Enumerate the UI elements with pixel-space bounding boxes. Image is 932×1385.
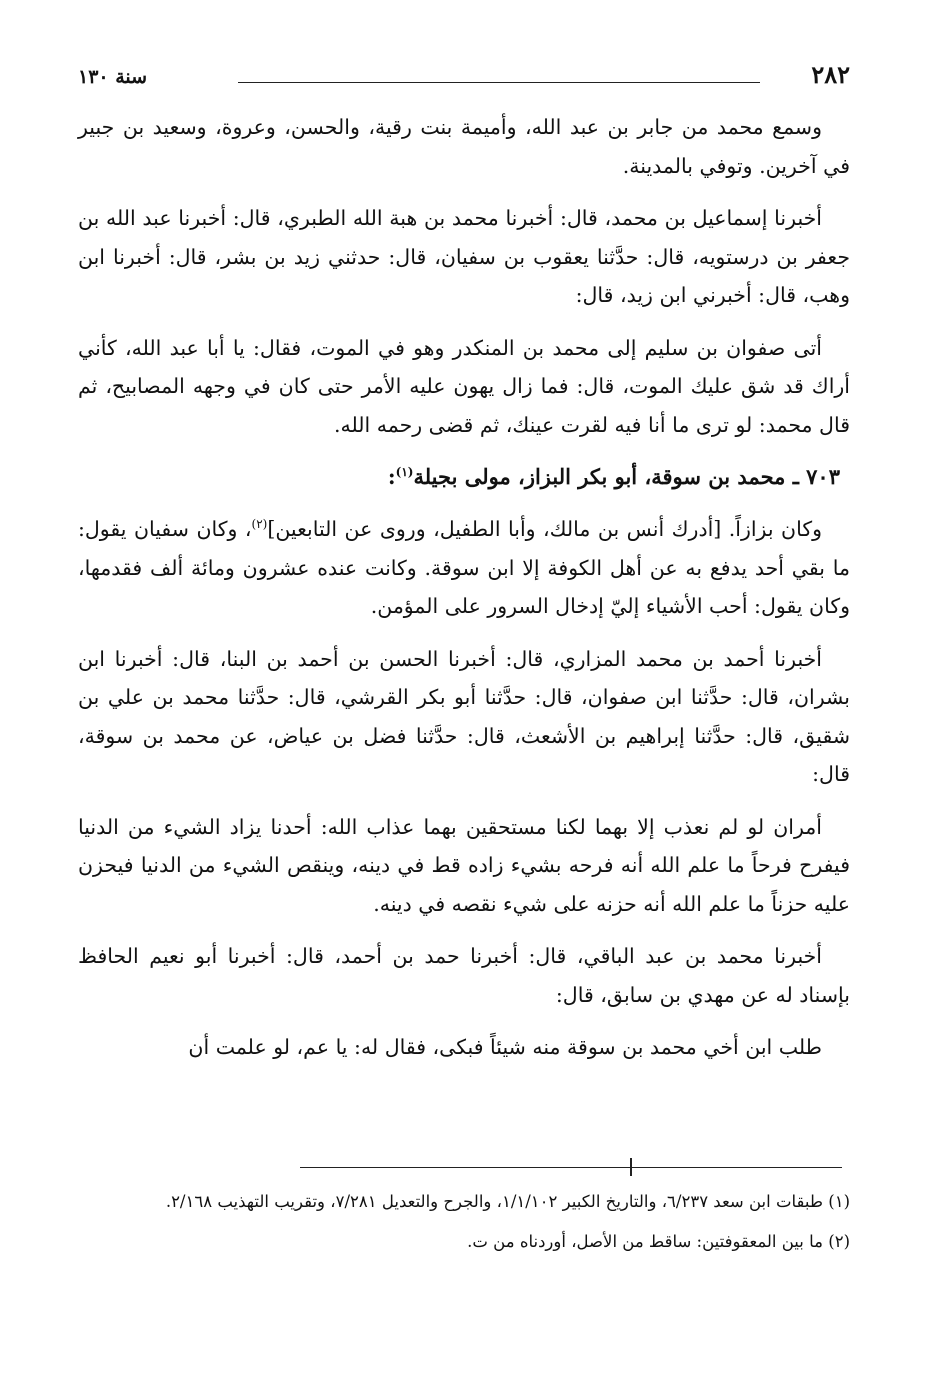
footnote-divider-tick — [630, 1158, 632, 1176]
footnotes — [100, 1187, 850, 1267]
footnote: (٢) ما بين المعقوفتين: ساقط من الأصل، أوردناه من ت. — [467, 1232, 850, 1251]
paragraph: أخبرنا أحمد بن محمد المزاري، قال: أخبرنا الحسن بن أحمد بن البنا، قال: أخبرنا ابن بشران، قال: حدَّثنا ابن صفوان، قال: حدَّثنا أبو بكر القرشي، قال: حدَّثنا محمد بن علي بن شقيق، قال: حدَّثنا إبراهيم بن الأشعث، قال: حدَّثنا فضل بن عياض، عن محمد بن سوقة، قال: — [78, 646, 850, 786]
footnote-reference: (٢) — [251, 517, 268, 532]
paragraph: أتى صفوان بن سليم إلى محمد بن المنكدر وهو في الموت، فقال: يا أبا عبد الله، كأني أراك قد شق عليك الموت، قال: فما زال يهون عليه الأمر حتى كان في وجهه المصابيح، ثم قال محمد: لو ترى ما أنا فيه لقرت عينك، ثم قضى رحمه الله. — [78, 335, 850, 437]
biography-heading-suffix: : — [387, 464, 396, 489]
biography-heading-text: ٧٠٣ ـ محمد بن سوقة، أبو بكر البزاز، مولى بجيلة — [413, 464, 840, 489]
paragraph: أخبرنا إسماعيل بن محمد، قال: أخبرنا محمد بن هبة الله الطبري، قال: أخبرنا عبد الله بن جعفر بن درستويه، قال: حدَّثنا يعقوب بن سفيان، قال: حدثني زيد بن بشر، قال: أخبرنا ابن وهب، قال: أخبرني ابن زيد، قال: — [78, 206, 850, 307]
footnote-reference: (١) — [395, 465, 414, 479]
page-number: ٢٨٢ — [811, 60, 850, 89]
page-header — [78, 60, 850, 100]
year-label: سنة ١٣٠ — [78, 66, 148, 88]
biography-text-part1: وكان بزازاً. [أدرك أنس بن مالك، وأبا الطفيل، وروى عن التابعين] — [267, 517, 822, 541]
paragraph: طلب ابن أخي محمد بن سوقة منه شيئاً فبكى، فقال له: يا عم، لو علمت أن — [188, 1035, 822, 1059]
paragraph: أخبرنا محمد بن عبد الباقي، قال: أخبرنا حمد بن أحمد، قال: أخبرنا أبو نعيم الحافظ بإسناد له عن مهدي بن سابق، قال: — [78, 944, 850, 1007]
biography-paragraph — [78, 510, 850, 626]
biography-heading — [78, 458, 850, 496]
header-rule — [238, 82, 760, 83]
main-text — [78, 108, 850, 1081]
footnote: (١) طبقات ابن سعد ٦/٢٣٧، والتاريخ الكبير ١/١/١٠٢، والجرح والتعديل ٧/٢٨١، وتقريب التهذيب ٢/١٦٨. — [165, 1192, 850, 1211]
paragraph: أمران لو لم نعذب إلا بهما لكنا مستحقين بهما عذاب الله: أحدنا يزاد الشيء من الدنيا فيفرح فرحاً ما علم الله أنه فرحه بشيء زاده قط في دينه، وينقص الشيء من الدنيا فيحزن عليه حزناً ما علم الله أنه حزنه على شيء نقصه في دينه. — [78, 814, 850, 916]
footnote-divider — [300, 1167, 842, 1168]
biography-text-part2: ، وكان سفيان يقول: ما بقي أحد يدفع به عن أهل الكوفة إلا ابن سوقة. وكانت عنده عشرون ومائة ألف فقدمها، وكان يقول: أحب الأشياء إليّ إدخال السرور على المؤمن. — [78, 517, 850, 618]
paragraph: وسمع محمد من جابر بن عبد الله، وأميمة بنت رقية، والحسن، وعروة، وسعيد بن جبير في آخرين. وتوفي بالمدينة. — [78, 115, 850, 178]
